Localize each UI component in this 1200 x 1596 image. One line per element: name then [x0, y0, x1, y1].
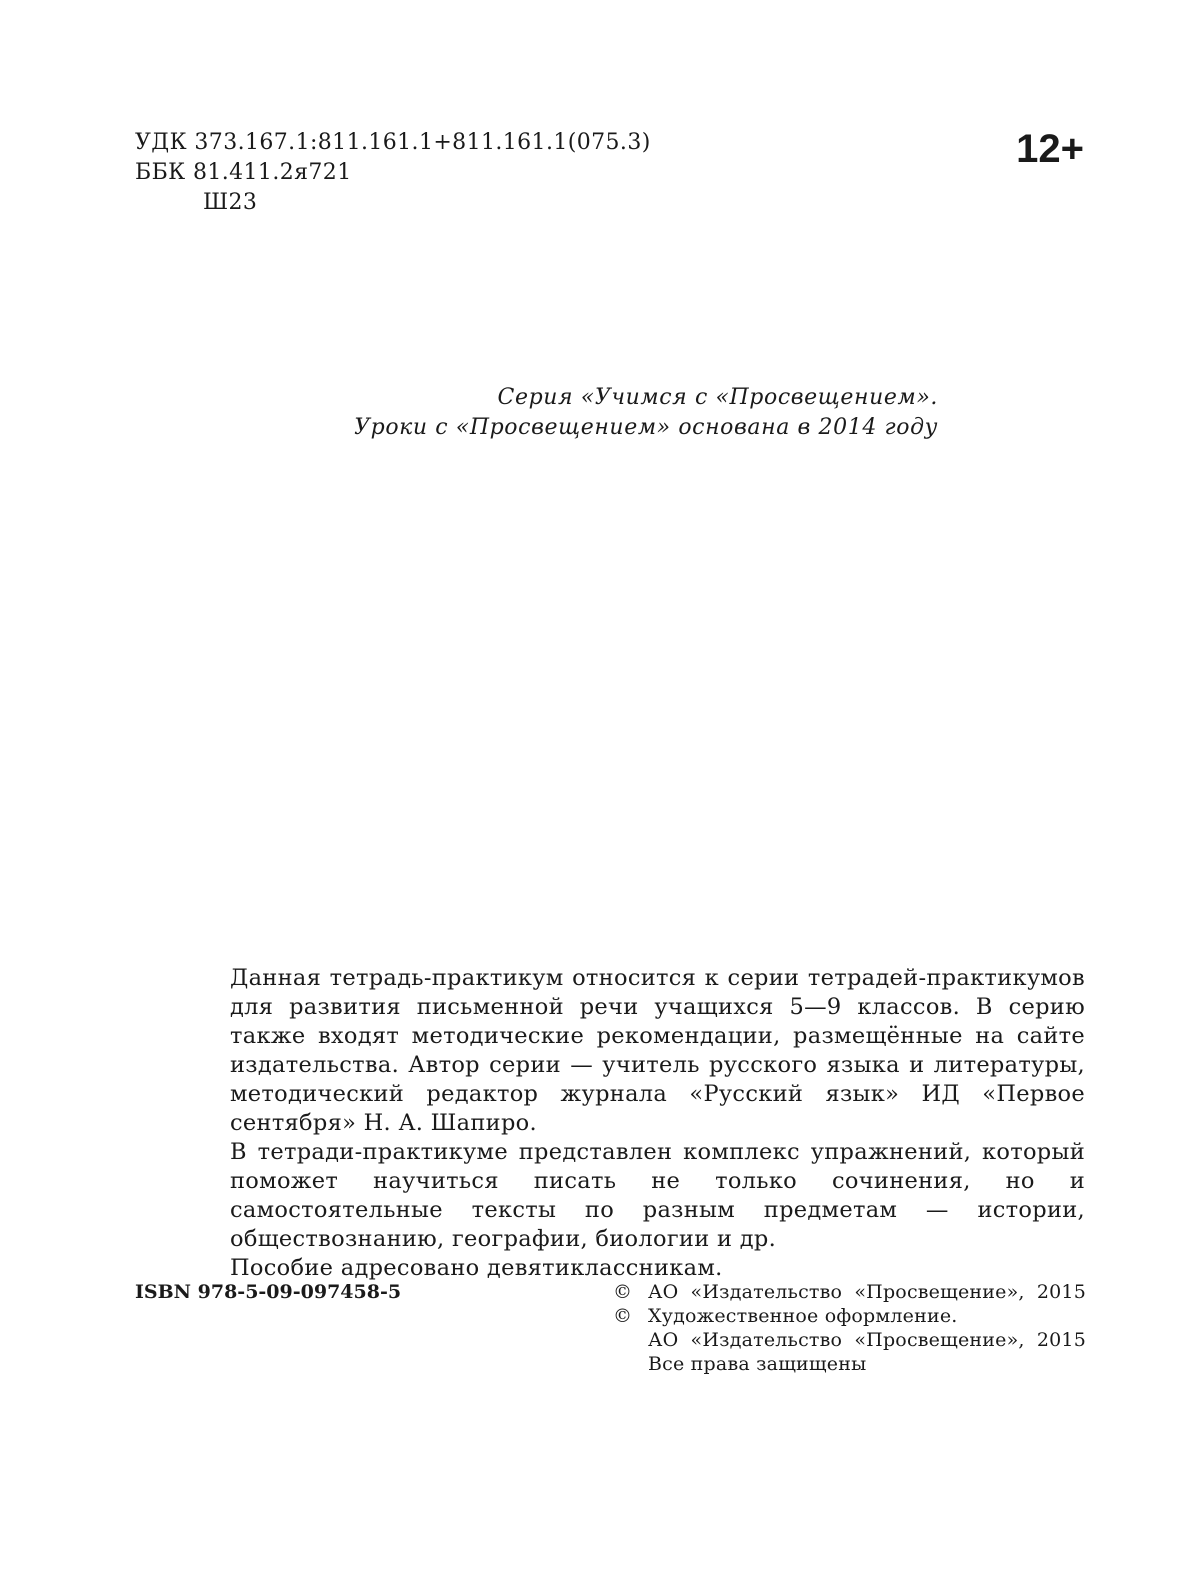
- annotation: [230, 964, 1085, 1283]
- copyright-line-1: АО «Издательство «Просвещение», 2015: [648, 1281, 1086, 1303]
- copyright-block: [613, 1280, 1086, 1376]
- annotation-paragraph-2: В тетради-практикуме представлен комплекс упражнений, который поможет научиться писать не только сочинения, но и самостоятельные тексты по разным предметам — истории, обществознанию, географии, биологии и др.: [230, 1139, 1085, 1252]
- copyright-line-2: Художественное оформление.: [648, 1305, 958, 1327]
- series-info: [354, 383, 938, 443]
- copyright-line-3: АО «Издательство «Просвещение», 2015: [648, 1329, 1086, 1351]
- isbn: ISBN 978-5-09-097458-5: [135, 1281, 402, 1303]
- series-line-1: Серия «Учимся с «Просвещением».: [497, 385, 938, 410]
- copyright-icon: ©: [613, 1305, 633, 1327]
- age-rating: 12+: [1016, 127, 1084, 171]
- series-line-2: Уроки с «Просвещением» основана в 2014 году: [354, 415, 938, 440]
- annotation-paragraph-3: Пособие адресовано девятиклассникам.: [230, 1255, 723, 1281]
- author-sign: Ш23: [203, 190, 258, 215]
- annotation-paragraph-1: Данная тетрадь-практикум относится к серии тетрадей-практикумов для развития письменной речи учащихся 5—9 классов. В серию также входят методические рекомендации, размещённые на сайте издательства. Автор серии — учитель русского языка и литературы, методический редактор журнала «Русский язык» ИД «Первое сентября» Н. А. Шапиро.: [230, 965, 1085, 1136]
- bbk-code: ББК 81.411.2я721: [135, 160, 352, 185]
- copyright-line-4: Все права защищены: [648, 1353, 867, 1375]
- classification-block: [135, 128, 651, 218]
- copyright-icon: ©: [613, 1281, 633, 1303]
- udc-code: УДК 373.167.1:811.161.1+811.161.1(075.3): [135, 130, 651, 155]
